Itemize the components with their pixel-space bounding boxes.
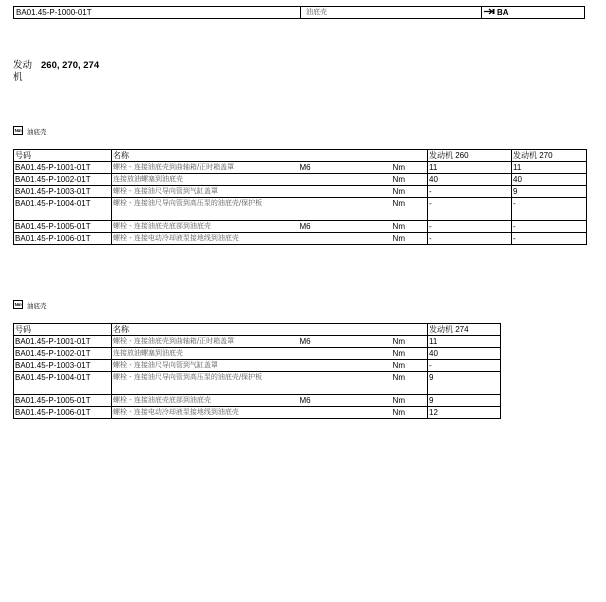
table-row: BA01.45-P-1005-01T 螺栓 - 连接油底壳底部到油底壳 M6 Nm 9 (14, 395, 501, 407)
section-title: 油底壳 (27, 303, 47, 310)
table-row: BA01.45-P-1001-01T 螺栓 - 连接油底壳到曲轴箱/正时箱盖罩 M6 Nm 11 11 (14, 162, 587, 174)
table-row: BA01.45-P-1005-01T 螺栓 - 连接油底壳底部到油底壳 M6 Nm - - (14, 221, 587, 233)
doc-code: BA01.45-P-1000-01T (16, 8, 92, 17)
torque-nm-icon: Nm (14, 128, 22, 133)
table-row: BA01.45-P-1004-01T 螺栓 - 连接油尺导向管到高压泵的油底壳/保护板 Nm 9 (14, 372, 501, 395)
doc-title: 油底壳 (306, 8, 327, 16)
table-row: BA01.45-P-1002-01T 连接放油螺塞到油底壳 Nm 40 (14, 348, 501, 360)
ba-link[interactable] (484, 7, 509, 18)
table-row: BA01.45-P-1004-01T 螺栓 - 连接油尺导向管到高压泵的油底壳/保护板 Nm - - (14, 198, 587, 221)
table-row: BA01.45-P-1006-01T 螺栓 - 连接电动冷却液泵接地线到油底壳 Nm 12 (14, 407, 501, 419)
table-header-row: 号码 名称 发动机 274 (14, 324, 501, 336)
table-row: BA01.45-P-1006-01T 螺栓 - 连接电动冷却液泵接地线到油底壳 Nm - - (14, 233, 587, 245)
section-title: 油底壳 (27, 129, 47, 136)
ba-label: BA (497, 8, 509, 17)
torque-nm-icon: Nm (14, 302, 22, 307)
torque-table-260-270 (13, 149, 587, 245)
arrow-icon (484, 7, 495, 18)
torque-table-274 (13, 323, 501, 419)
table-row: BA01.45-P-1003-01T 螺栓 - 连接油尺导向管到气缸盖罩 Nm - (14, 360, 501, 372)
table-row: BA01.45-P-1002-01T 连接放油螺塞到油底壳 Nm 40 40 (14, 174, 587, 186)
table-header-row: 号码 名称 发动机 260 发动机 270 (14, 150, 587, 162)
engine-models: 260, 270, 274 (41, 60, 100, 71)
table-row: BA01.45-P-1001-01T 螺栓 - 连接油底壳到曲轴箱/正时箱盖罩 M6 Nm 11 (14, 336, 501, 348)
engine-label: 发动 机 (13, 60, 33, 83)
table-row: BA01.45-P-1003-01T 螺栓 - 连接油尺导向管到气缸盖罩 Nm - 9 (14, 186, 587, 198)
document-header (13, 6, 585, 19)
